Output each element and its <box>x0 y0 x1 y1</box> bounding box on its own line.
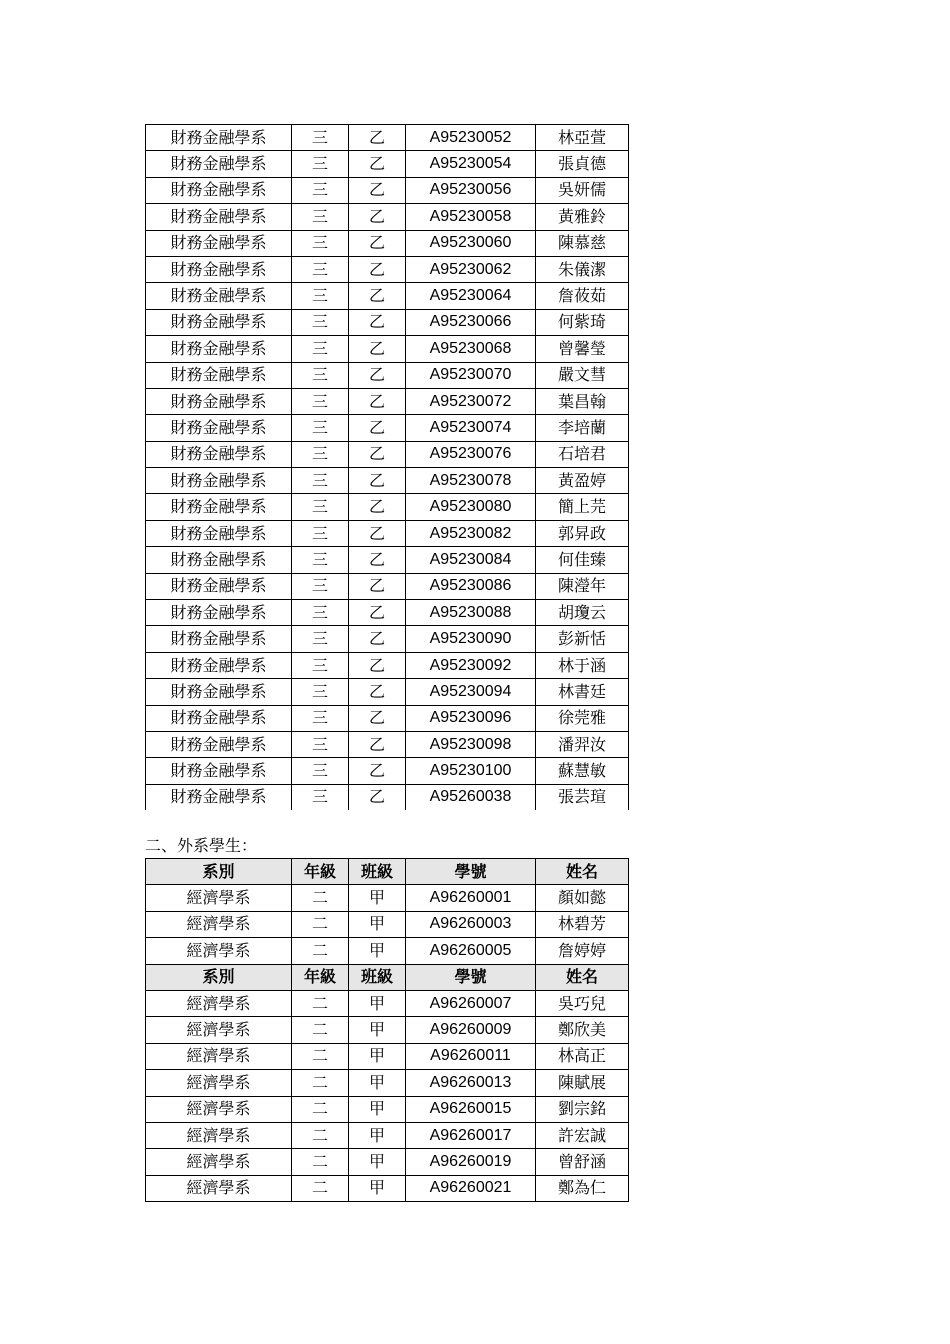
student-id-cell: A95230100 <box>406 758 536 784</box>
table-row <box>146 520 629 546</box>
table-row <box>146 679 629 705</box>
student-name-cell: 林高正 <box>536 1043 629 1069</box>
class-cell: 乙 <box>349 441 406 467</box>
department-cell: 財務金融學系 <box>146 679 292 705</box>
grade-cell: 三 <box>292 758 349 784</box>
student-name-cell: 石培君 <box>536 441 629 467</box>
student-id-cell: A96260009 <box>406 1017 536 1043</box>
header-student-id: 學號 <box>406 964 536 990</box>
class-cell: 甲 <box>349 938 406 964</box>
department-cell: 財務金融學系 <box>146 784 292 810</box>
table-row <box>146 388 629 414</box>
department-cell: 經濟學系 <box>146 1043 292 1069</box>
grade-cell: 三 <box>292 784 349 810</box>
table-header-row <box>146 859 629 885</box>
class-cell: 甲 <box>349 1096 406 1122</box>
student-name-cell: 詹莜茹 <box>536 283 629 309</box>
student-name-cell: 黃盈婷 <box>536 468 629 494</box>
student-name-cell: 彭新恬 <box>536 626 629 652</box>
student-name-cell: 徐莞雅 <box>536 705 629 731</box>
grade-cell: 二 <box>292 1017 349 1043</box>
student-name-cell: 陳慕慈 <box>536 230 629 256</box>
table-row <box>146 1070 629 1096</box>
department-cell: 財務金融學系 <box>146 415 292 441</box>
student-id-cell: A95230080 <box>406 494 536 520</box>
class-cell: 甲 <box>349 911 406 937</box>
grade-cell: 三 <box>292 388 349 414</box>
student-id-cell: A95230052 <box>406 125 536 151</box>
student-id-cell: A96260011 <box>406 1043 536 1069</box>
student-name-cell: 鄭為仁 <box>536 1175 629 1201</box>
student-id-cell: A95230072 <box>406 388 536 414</box>
class-cell: 乙 <box>349 679 406 705</box>
class-cell: 乙 <box>349 494 406 520</box>
table-row <box>146 731 629 757</box>
student-id-cell: A96260013 <box>406 1070 536 1096</box>
grade-cell: 三 <box>292 547 349 573</box>
table-row <box>146 283 629 309</box>
student-name-cell: 吳妍儒 <box>536 177 629 203</box>
grade-cell: 二 <box>292 1175 349 1201</box>
class-cell: 甲 <box>349 1043 406 1069</box>
student-id-cell: A95230076 <box>406 441 536 467</box>
grade-cell: 二 <box>292 1070 349 1096</box>
student-name-cell: 林書廷 <box>536 679 629 705</box>
student-id-cell: A95230074 <box>406 415 536 441</box>
department-cell: 財務金融學系 <box>146 336 292 362</box>
grade-cell: 二 <box>292 990 349 1016</box>
student-id-cell: A96260003 <box>406 911 536 937</box>
class-cell: 乙 <box>349 230 406 256</box>
student-name-cell: 林于涵 <box>536 652 629 678</box>
grade-cell: 三 <box>292 362 349 388</box>
table-row <box>146 125 629 151</box>
table-row <box>146 256 629 282</box>
class-cell: 乙 <box>349 573 406 599</box>
student-id-cell: A95230094 <box>406 679 536 705</box>
grade-cell: 三 <box>292 415 349 441</box>
class-cell: 乙 <box>349 626 406 652</box>
department-cell: 經濟學系 <box>146 1175 292 1201</box>
student-id-cell: A95230064 <box>406 283 536 309</box>
department-cell: 財務金融學系 <box>146 256 292 282</box>
student-name-cell: 詹婷婷 <box>536 938 629 964</box>
student-name-cell: 林碧芳 <box>536 911 629 937</box>
department-cell: 財務金融學系 <box>146 362 292 388</box>
student-name-cell: 劉宗銘 <box>536 1096 629 1122</box>
class-cell: 乙 <box>349 415 406 441</box>
grade-cell: 二 <box>292 1149 349 1175</box>
header-department: 系別 <box>146 859 292 885</box>
grade-cell: 二 <box>292 1122 349 1148</box>
grade-cell: 二 <box>292 1096 349 1122</box>
class-cell: 乙 <box>349 309 406 335</box>
student-id-cell: A95230060 <box>406 230 536 256</box>
grade-cell: 二 <box>292 885 349 911</box>
class-cell: 乙 <box>349 336 406 362</box>
table-row <box>146 362 629 388</box>
table-row <box>146 151 629 177</box>
header-grade: 年級 <box>292 859 349 885</box>
student-id-cell: A95230082 <box>406 520 536 546</box>
class-cell: 甲 <box>349 1175 406 1201</box>
header-department: 系別 <box>146 964 292 990</box>
class-cell: 乙 <box>349 652 406 678</box>
student-name-cell: 吳巧兒 <box>536 990 629 1016</box>
student-id-cell: A96260021 <box>406 1175 536 1201</box>
department-cell: 財務金融學系 <box>146 600 292 626</box>
student-id-cell: A95230062 <box>406 256 536 282</box>
grade-cell: 三 <box>292 573 349 599</box>
grade-cell: 二 <box>292 911 349 937</box>
grade-cell: 三 <box>292 336 349 362</box>
student-id-cell: A95230054 <box>406 151 536 177</box>
department-cell: 財務金融學系 <box>146 758 292 784</box>
student-name-cell: 胡瓊云 <box>536 600 629 626</box>
class-cell: 乙 <box>349 705 406 731</box>
class-cell: 甲 <box>349 1122 406 1148</box>
grade-cell: 三 <box>292 256 349 282</box>
class-cell: 乙 <box>349 388 406 414</box>
external-table-body <box>146 859 629 1202</box>
student-name-cell: 郭昇政 <box>536 520 629 546</box>
table-row <box>146 468 629 494</box>
header-class: 班級 <box>349 964 406 990</box>
table-row <box>146 626 629 652</box>
class-cell: 乙 <box>349 731 406 757</box>
department-cell: 財務金融學系 <box>146 705 292 731</box>
header-class: 班級 <box>349 859 406 885</box>
department-cell: 財務金融學系 <box>146 652 292 678</box>
table-row <box>146 441 629 467</box>
class-cell: 乙 <box>349 125 406 151</box>
grade-cell: 三 <box>292 125 349 151</box>
table-row <box>146 230 629 256</box>
student-id-cell: A95230086 <box>406 573 536 599</box>
department-cell: 經濟學系 <box>146 911 292 937</box>
table-row <box>146 309 629 335</box>
finance-table-body <box>146 125 629 811</box>
table-row <box>146 600 629 626</box>
student-name-cell: 朱儀潔 <box>536 256 629 282</box>
student-id-cell: A95230070 <box>406 362 536 388</box>
student-id-cell: A96260017 <box>406 1122 536 1148</box>
grade-cell: 三 <box>292 652 349 678</box>
class-cell: 甲 <box>349 1070 406 1096</box>
student-name-cell: 林亞萱 <box>536 125 629 151</box>
department-cell: 財務金融學系 <box>146 547 292 573</box>
table-header-row <box>146 964 629 990</box>
student-name-cell: 曾馨瑩 <box>536 336 629 362</box>
table-row <box>146 1017 629 1043</box>
department-cell: 財務金融學系 <box>146 520 292 546</box>
table-row <box>146 494 629 520</box>
class-cell: 乙 <box>349 177 406 203</box>
student-name-cell: 李培蘭 <box>536 415 629 441</box>
department-cell: 經濟學系 <box>146 1070 292 1096</box>
class-cell: 乙 <box>349 151 406 177</box>
table-row <box>146 990 629 1016</box>
department-cell: 財務金融學系 <box>146 177 292 203</box>
grade-cell: 二 <box>292 1043 349 1069</box>
department-cell: 財務金融學系 <box>146 230 292 256</box>
table-row <box>146 204 629 230</box>
department-cell: 經濟學系 <box>146 885 292 911</box>
class-cell: 乙 <box>349 283 406 309</box>
grade-cell: 三 <box>292 151 349 177</box>
department-cell: 財務金融學系 <box>146 151 292 177</box>
header-student-id: 學號 <box>406 859 536 885</box>
student-id-cell: A95230078 <box>406 468 536 494</box>
grade-cell: 三 <box>292 204 349 230</box>
department-cell: 財務金融學系 <box>146 731 292 757</box>
table-row <box>146 177 629 203</box>
table-row <box>146 1096 629 1122</box>
grade-cell: 三 <box>292 468 349 494</box>
table-row <box>146 415 629 441</box>
class-cell: 乙 <box>349 547 406 573</box>
table-row <box>146 784 629 810</box>
student-name-cell: 顏如懿 <box>536 885 629 911</box>
student-name-cell: 張芸瑄 <box>536 784 629 810</box>
grade-cell: 三 <box>292 626 349 652</box>
student-id-cell: A95230066 <box>406 309 536 335</box>
grade-cell: 三 <box>292 441 349 467</box>
table-row <box>146 911 629 937</box>
student-id-cell: A96260007 <box>406 990 536 1016</box>
department-cell: 經濟學系 <box>146 1122 292 1148</box>
class-cell: 乙 <box>349 758 406 784</box>
department-cell: 財務金融學系 <box>146 309 292 335</box>
student-id-cell: A95230088 <box>406 600 536 626</box>
department-cell: 財務金融學系 <box>146 125 292 151</box>
class-cell: 甲 <box>349 1017 406 1043</box>
table-row <box>146 1175 629 1201</box>
student-name-cell: 簡上芫 <box>536 494 629 520</box>
department-cell: 經濟學系 <box>146 938 292 964</box>
student-id-cell: A95230084 <box>406 547 536 573</box>
grade-cell: 三 <box>292 177 349 203</box>
student-id-cell: A95230096 <box>406 705 536 731</box>
student-name-cell: 何紫琦 <box>536 309 629 335</box>
department-cell: 財務金融學系 <box>146 468 292 494</box>
class-cell: 乙 <box>349 204 406 230</box>
student-id-cell: A96260019 <box>406 1149 536 1175</box>
header-name: 姓名 <box>536 859 629 885</box>
class-cell: 甲 <box>349 990 406 1016</box>
table-row <box>146 652 629 678</box>
department-cell: 財務金融學系 <box>146 388 292 414</box>
grade-cell: 三 <box>292 309 349 335</box>
table-row <box>146 758 629 784</box>
department-cell: 財務金融學系 <box>146 441 292 467</box>
grade-cell: 二 <box>292 938 349 964</box>
external-student-table <box>145 858 629 1202</box>
department-cell: 財務金融學系 <box>146 204 292 230</box>
grade-cell: 三 <box>292 679 349 705</box>
student-name-cell: 陳瀅年 <box>536 573 629 599</box>
table-row <box>146 1122 629 1148</box>
external-students-heading: 二、外系學生： <box>145 836 258 855</box>
student-name-cell: 蘇慧敏 <box>536 758 629 784</box>
student-id-cell: A96260005 <box>406 938 536 964</box>
student-name-cell: 嚴文彗 <box>536 362 629 388</box>
grade-cell: 三 <box>292 283 349 309</box>
table-row <box>146 336 629 362</box>
class-cell: 乙 <box>349 520 406 546</box>
student-name-cell: 許宏誠 <box>536 1122 629 1148</box>
student-name-cell: 何佳臻 <box>536 547 629 573</box>
department-cell: 財務金融學系 <box>146 494 292 520</box>
grade-cell: 三 <box>292 731 349 757</box>
header-grade: 年級 <box>292 964 349 990</box>
student-id-cell: A95230058 <box>406 204 536 230</box>
table-row <box>146 1043 629 1069</box>
student-name-cell: 陳賦展 <box>536 1070 629 1096</box>
department-cell: 財務金融學系 <box>146 283 292 309</box>
department-cell: 財務金融學系 <box>146 626 292 652</box>
grade-cell: 三 <box>292 230 349 256</box>
table-row <box>146 573 629 599</box>
class-cell: 乙 <box>349 784 406 810</box>
student-name-cell: 葉昌翰 <box>536 388 629 414</box>
student-id-cell: A95260038 <box>406 784 536 810</box>
student-id-cell: A95230098 <box>406 731 536 757</box>
class-cell: 甲 <box>349 1149 406 1175</box>
student-name-cell: 張貞德 <box>536 151 629 177</box>
student-id-cell: A95230068 <box>406 336 536 362</box>
grade-cell: 三 <box>292 600 349 626</box>
department-cell: 財務金融學系 <box>146 573 292 599</box>
department-cell: 經濟學系 <box>146 1096 292 1122</box>
grade-cell: 三 <box>292 494 349 520</box>
class-cell: 乙 <box>349 256 406 282</box>
department-cell: 經濟學系 <box>146 1149 292 1175</box>
table-row <box>146 547 629 573</box>
student-name-cell: 鄭欣美 <box>536 1017 629 1043</box>
class-cell: 乙 <box>349 468 406 494</box>
student-name-cell: 潘羿汝 <box>536 731 629 757</box>
grade-cell: 三 <box>292 705 349 731</box>
student-id-cell: A96260001 <box>406 885 536 911</box>
department-cell: 經濟學系 <box>146 1017 292 1043</box>
department-cell: 經濟學系 <box>146 990 292 1016</box>
student-id-cell: A95230092 <box>406 652 536 678</box>
table-row <box>146 1149 629 1175</box>
grade-cell: 三 <box>292 520 349 546</box>
student-id-cell: A95230056 <box>406 177 536 203</box>
student-name-cell: 黃雅鈴 <box>536 204 629 230</box>
student-id-cell: A95230090 <box>406 626 536 652</box>
table-row <box>146 938 629 964</box>
finance-student-table <box>145 124 629 810</box>
student-id-cell: A96260015 <box>406 1096 536 1122</box>
header-name: 姓名 <box>536 964 629 990</box>
table-row <box>146 705 629 731</box>
class-cell: 乙 <box>349 362 406 388</box>
class-cell: 乙 <box>349 600 406 626</box>
student-name-cell: 曾舒涵 <box>536 1149 629 1175</box>
class-cell: 甲 <box>349 885 406 911</box>
table-row <box>146 885 629 911</box>
